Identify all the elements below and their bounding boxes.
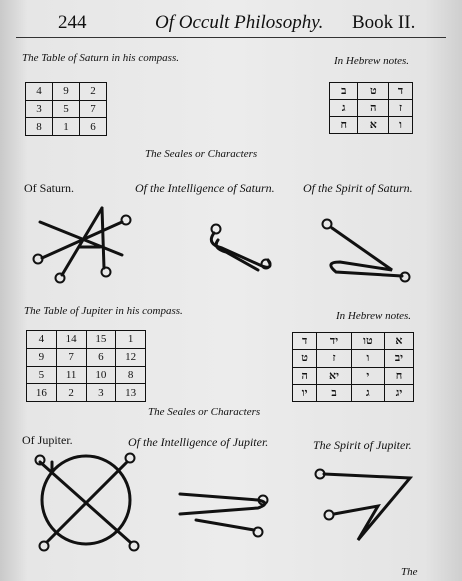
table-cell: 5: [53, 100, 80, 118]
table-cell: 9: [27, 348, 57, 366]
saturn-table-title: The Table of Saturn in his compass.: [22, 52, 179, 64]
table-cell: ה: [293, 367, 317, 384]
table-cell: 7: [56, 348, 86, 366]
table-cell: ז: [317, 350, 352, 367]
table-cell: ב: [330, 83, 358, 100]
table-cell: 1: [53, 118, 80, 136]
table-cell: 13: [116, 384, 146, 402]
jupiter-hebrew-title: In Hebrew notes.: [336, 310, 412, 322]
table-cell: 5: [27, 366, 57, 384]
seal-label: The Spirit of Jupiter.: [313, 438, 412, 452]
table-cell: 10: [86, 366, 116, 384]
seal-of-jupiter: [36, 454, 139, 551]
saturn-hebrew-title: In Hebrew notes.: [334, 55, 410, 67]
book-label: Book II.: [352, 12, 416, 33]
seal-of-spirit-of-jupiter: [316, 470, 411, 541]
seal-label: Of the Spirit of Saturn.: [303, 181, 413, 195]
table-cell: 3: [86, 384, 116, 402]
table-cell: ט: [358, 83, 389, 100]
saturn-seals-title: The Seales or Characters: [145, 148, 258, 160]
jupiter-seals-title: The Seales or Characters: [148, 406, 261, 418]
table-cell: 12: [116, 348, 146, 366]
table-cell: ח: [384, 367, 413, 384]
catchword: The: [401, 566, 418, 578]
table-cell: 2: [80, 83, 107, 101]
table-cell: 3: [26, 100, 53, 118]
jupiter-table-title: The Table of Jupiter in his compass.: [24, 305, 183, 317]
table-cell: 16: [27, 384, 57, 402]
table-cell: ד: [293, 333, 317, 350]
table-cell: יא: [317, 367, 352, 384]
table-cell: ח: [330, 117, 358, 134]
table-cell: 15: [86, 331, 116, 349]
table-cell: 9: [53, 83, 80, 101]
table-cell: ה: [358, 100, 389, 117]
table-cell: ט: [293, 350, 317, 367]
seal-label: Of the Intelligence of Saturn.: [135, 181, 275, 195]
seal-label: Of Jupiter.: [22, 433, 73, 447]
table-cell: ז: [389, 100, 413, 117]
table-cell: ו: [351, 350, 384, 367]
seal-of-intelligence-of-jupiter: [180, 494, 268, 537]
table-cell: 2: [56, 384, 86, 402]
table-cell: 7: [80, 100, 107, 118]
table-cell: 4: [26, 83, 53, 101]
table-cell: יג: [384, 384, 413, 401]
table-cell: 6: [80, 118, 107, 136]
table-cell: יב: [384, 350, 413, 367]
table-cell: טו: [351, 333, 384, 350]
table-cell: י: [351, 367, 384, 384]
table-cell: יו: [293, 384, 317, 401]
table-cell: 6: [86, 348, 116, 366]
table-cell: 11: [56, 366, 86, 384]
table-cell: א: [384, 333, 413, 350]
running-title: Of Occult Philosophy.: [155, 12, 324, 33]
table-cell: 8: [116, 366, 146, 384]
table-cell: 14: [56, 331, 86, 349]
table-cell: ג: [330, 100, 358, 117]
seal-label: Of Saturn.: [24, 181, 74, 195]
table-cell: יד: [317, 333, 352, 350]
table-cell: ב: [317, 384, 352, 401]
seal-label: Of the Intelligence of Jupiter.: [128, 435, 269, 449]
table-cell: ו: [389, 117, 413, 134]
table-cell: ד: [389, 83, 413, 100]
table-cell: ג: [351, 384, 384, 401]
table-cell: 4: [27, 331, 57, 349]
table-cell: 1: [116, 331, 146, 349]
page-number: 244: [58, 12, 87, 33]
table-cell: 8: [26, 118, 53, 136]
table-cell: א: [358, 117, 389, 134]
